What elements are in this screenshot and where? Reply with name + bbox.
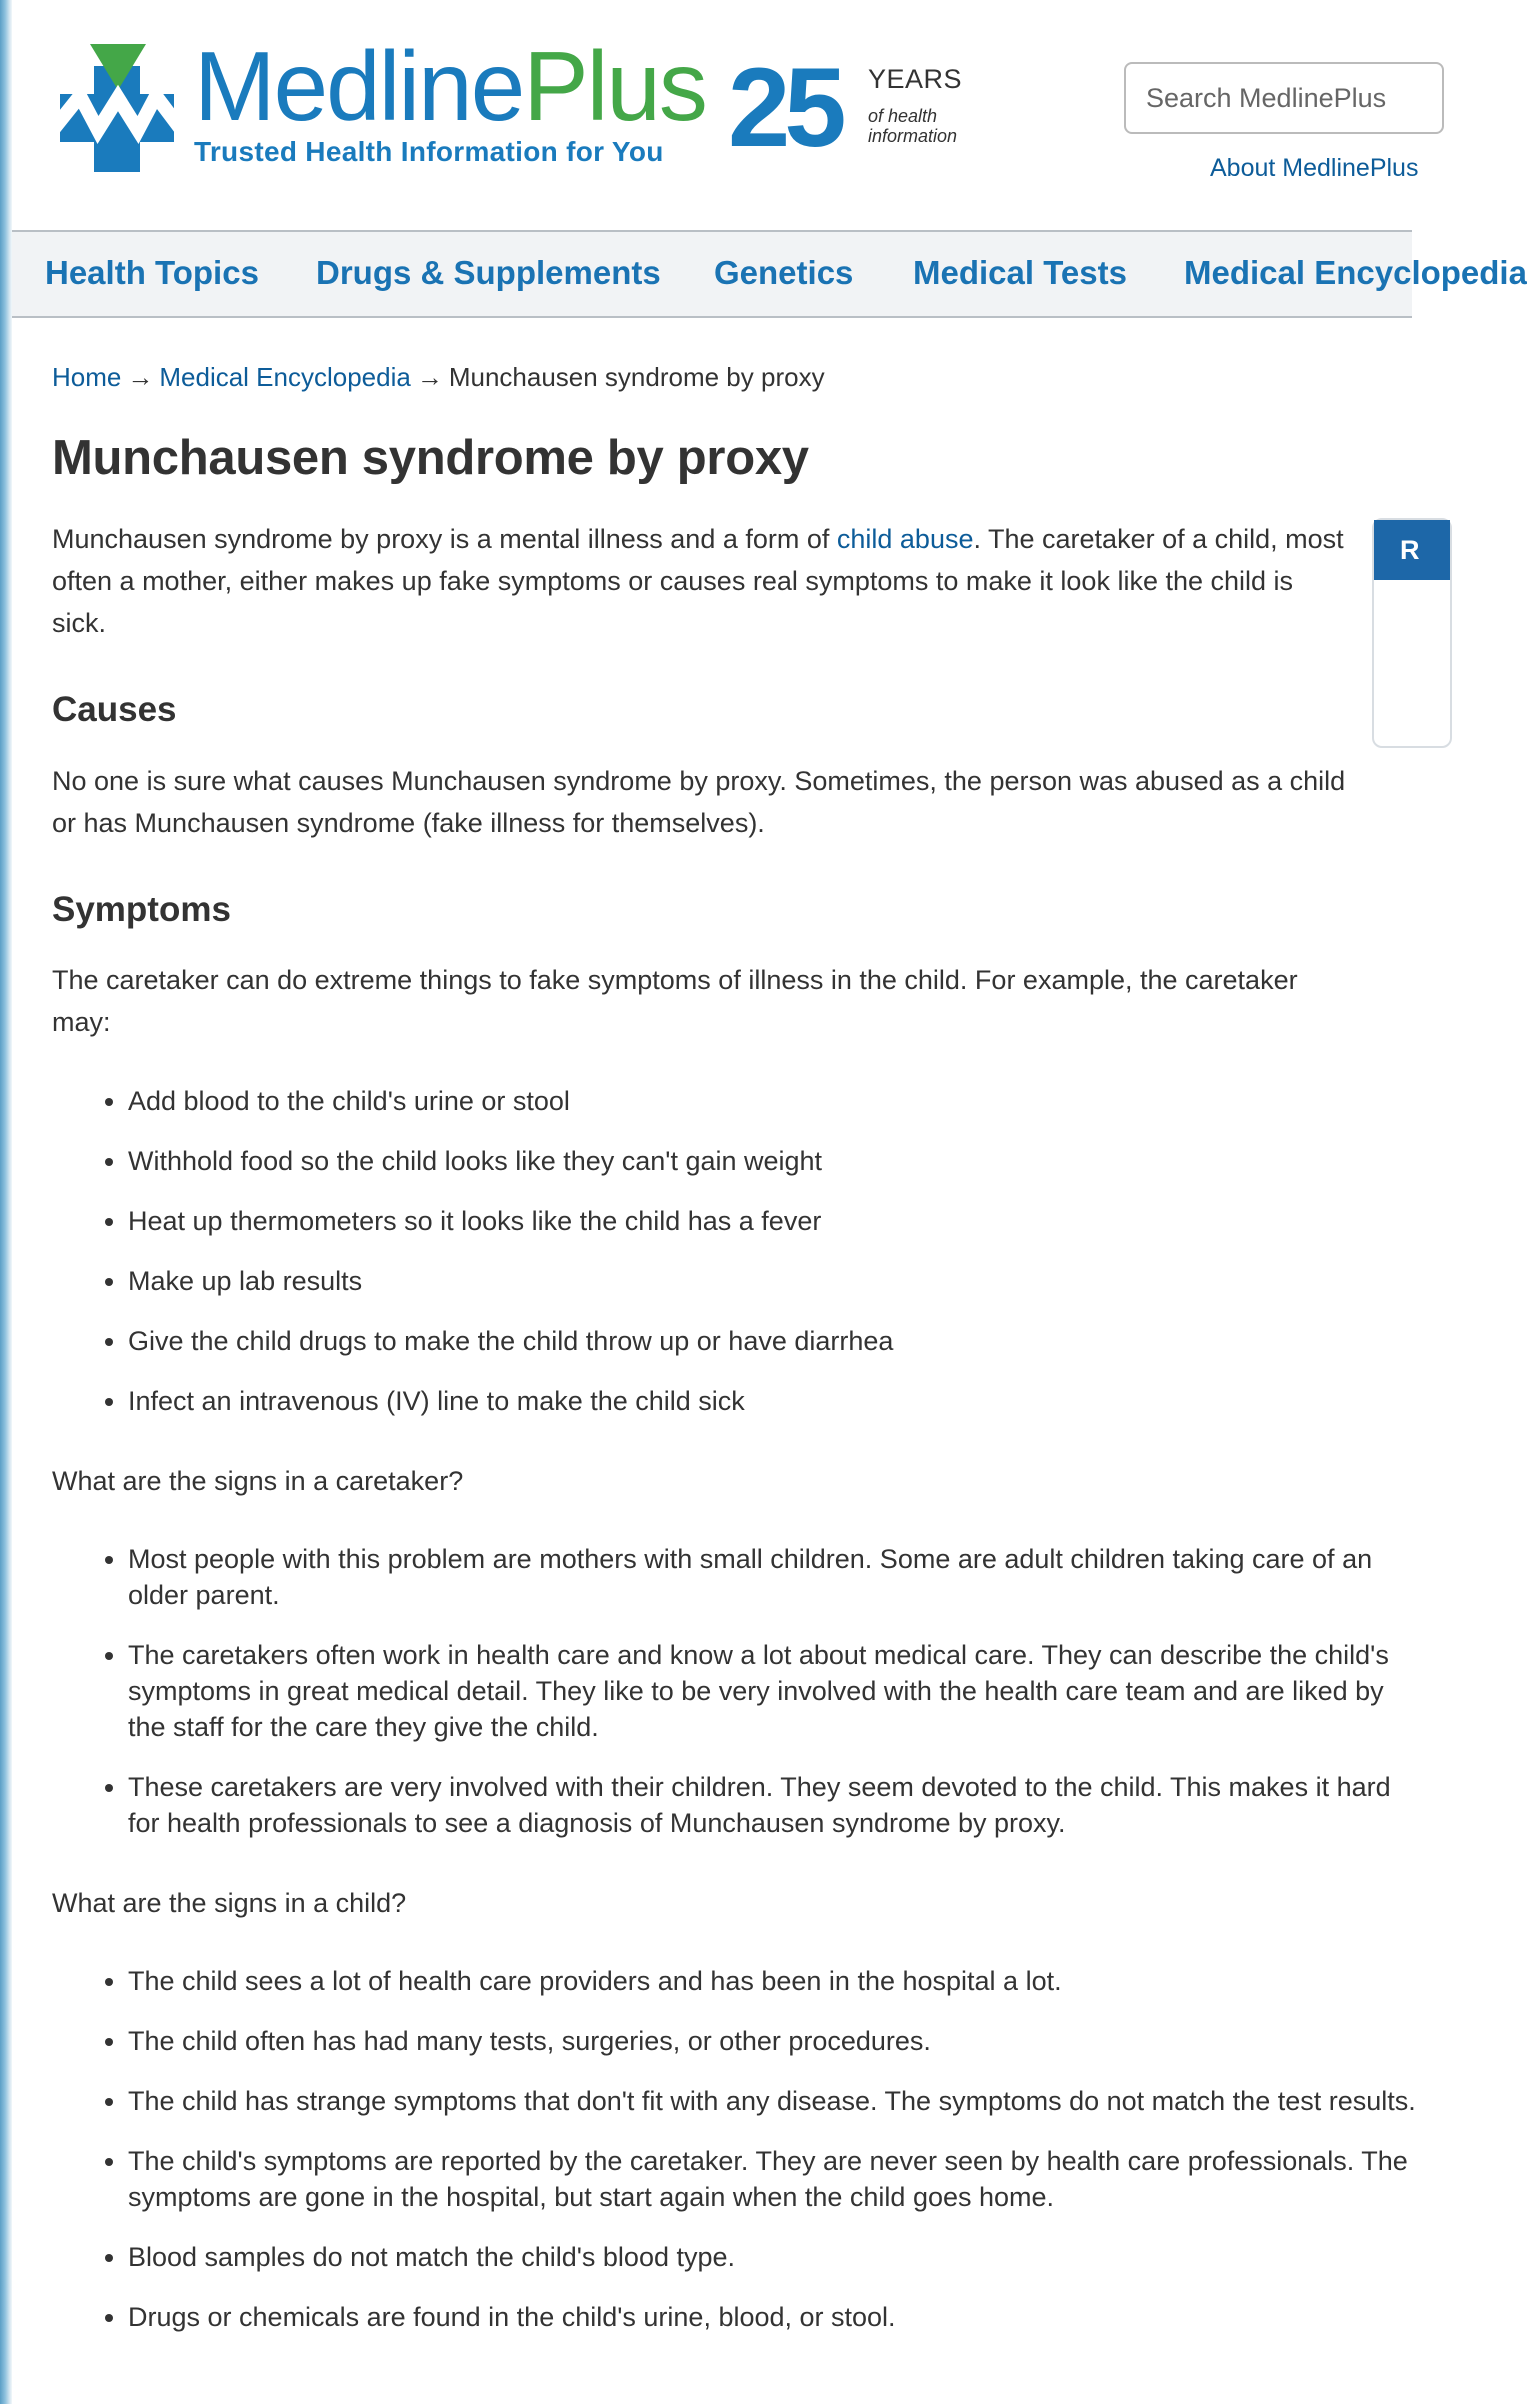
page-title: Munchausen syndrome by proxy (52, 431, 809, 485)
breadcrumb-medical-encyclopedia[interactable]: Medical Encyclopedia (159, 362, 411, 392)
logo-tagline: Trusted Health Information for You (194, 136, 664, 167)
breadcrumb (52, 362, 825, 393)
page (12, 0, 1527, 2404)
list-item: Heat up thermometers so it looks like the child has a fever (128, 1203, 1418, 1239)
intro-paragraph (52, 518, 1352, 644)
logo-name-medline: Medline (194, 31, 524, 141)
breadcrumb-arrow: → (416, 362, 443, 392)
main-nav (12, 230, 1527, 318)
list-item: The child sees a lot of health care providers and has been in the hospital a lot. (128, 1963, 1418, 1999)
logo-name (194, 31, 706, 141)
list-item: Infect an intravenous (IV) line to make the child sick (128, 1383, 1418, 1419)
nav-medical-encyclopedia[interactable]: Medical Encyclopedia (1184, 254, 1527, 291)
intro-text: Munchausen syndrome by proxy is a mental illness and a form of (52, 524, 837, 554)
symptoms-heading: Symptoms (52, 890, 231, 929)
related-info-panel-header: R (1374, 520, 1450, 580)
anniversary-number: 25 (728, 45, 841, 170)
page-left-border (0, 0, 12, 2404)
related-info-panel (1372, 518, 1452, 748)
list-item: The child has strange symptoms that don't fit with any disease. The symptoms do not match the test results. (128, 2083, 1418, 2119)
child-abuse-link[interactable]: child abuse (836, 524, 974, 554)
list-item: The caretakers often work in health care and know a lot about medical care. They can describe the child's symptoms in great medical detail. They like to be very involved with the health care team and are liked by the staff for the care they give the child. (128, 1637, 1418, 1745)
list-item: Make up lab results (128, 1263, 1418, 1299)
list-item: The child often has had many tests, surgeries, or other procedures. (128, 2023, 1418, 2059)
causes-paragraph: No one is sure what causes Munchausen syndrome by proxy. Sometimes, the person was abused as a child or has Munchausen syndrome (fake illness for themselves). (52, 766, 1346, 838)
child-signs-question: What are the signs in a child? (52, 1888, 407, 1918)
nav-medical-tests[interactable]: Medical Tests (913, 254, 1127, 291)
list-item: Give the child drugs to make the child throw up or have diarrhea (128, 1323, 1418, 1359)
list-item: Withhold food so the child looks like they can't gain weight (128, 1143, 1418, 1179)
symptoms-list (52, 1083, 1418, 1419)
intro-text-continued: . The caretaker of a child, most often a mother, either makes up fake symptoms or causes real symptoms to make it look like the child is sick. (52, 524, 1344, 638)
caretaker-signs-question: What are the signs in a caretaker? (52, 1466, 464, 1496)
site-header (12, 0, 1419, 230)
nav-genetics[interactable]: Genetics (714, 254, 854, 291)
logo-name-plus: Plus (523, 31, 706, 141)
breadcrumb-home[interactable]: Home (52, 362, 122, 392)
list-item: Add blood to the child's urine or stool (128, 1083, 1418, 1119)
nav-health-topics[interactable]: Health Topics (45, 254, 259, 291)
medlineplus-logo-icon (46, 44, 188, 178)
anniversary-subtext: of health information (868, 106, 958, 146)
about-medlineplus-link[interactable]: About MedlinePlus (1210, 154, 1419, 182)
search-input[interactable] (1124, 62, 1444, 134)
list-item: The child's symptoms are reported by the caretaker. They are never seen by health care professionals. The symptoms are gone in the hospital, but start again when the child goes home. (128, 2143, 1418, 2215)
list-item: Drugs or chemicals are found in the child's urine, blood, or stool. (128, 2299, 1418, 2335)
child-signs-list (52, 1963, 1418, 2335)
anniversary-label: YEARS (868, 64, 963, 94)
caretaker-signs-list (52, 1541, 1418, 1841)
list-item: Blood samples do not match the child's blood type. (128, 2239, 1418, 2275)
list-item: Most people with this problem are mothers with small children. Some are adult children taking care of an older parent. (128, 1541, 1418, 1613)
symptoms-intro-paragraph: The caretaker can do extreme things to fake symptoms of illness in the child. For example, the caretaker may: (52, 965, 1298, 1037)
breadcrumb-current: Munchausen syndrome by proxy (448, 362, 825, 392)
breadcrumb-arrow: → (127, 362, 154, 392)
list-item: These caretakers are very involved with their children. They seem devoted to the child. This makes it hard for health professionals to see a diagnosis of Munchausen syndrome by proxy. (128, 1769, 1418, 1841)
nav-drugs-supplements[interactable]: Drugs & Supplements (316, 254, 661, 291)
logo-wordmark[interactable] (194, 31, 706, 168)
causes-heading: Causes (52, 690, 177, 729)
